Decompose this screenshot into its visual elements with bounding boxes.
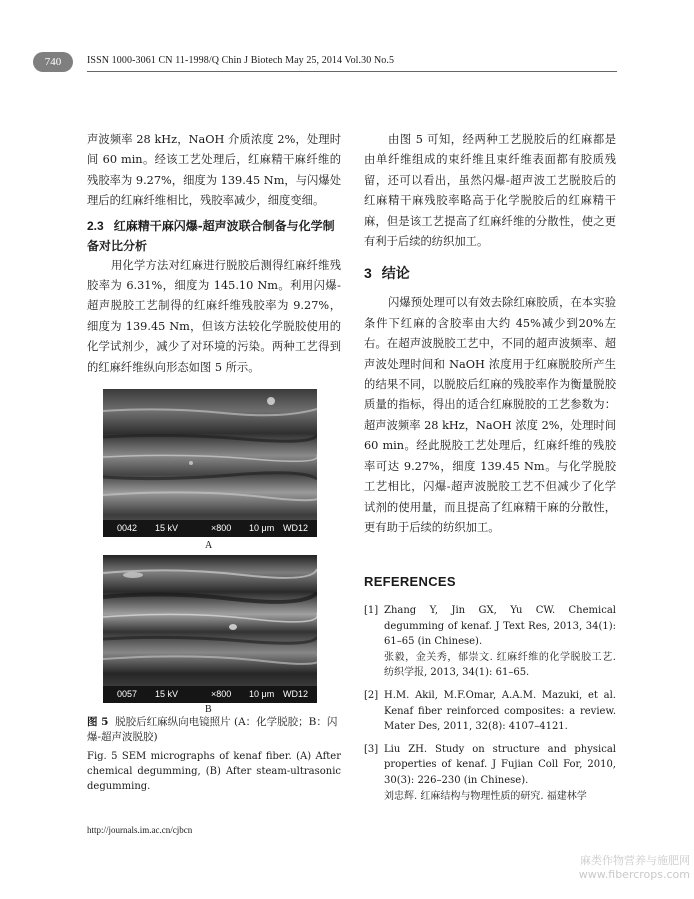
running-header [0, 52, 694, 74]
reference-text: Zhang Y, Jin GX, Yu CW. Chemical degumming of kenaf. J Text Res, 2013, 34(1): 61–65 (in Chinese). [384, 605, 616, 648]
figure-label-b: B [205, 704, 212, 715]
sem-info-bar [103, 520, 317, 537]
sem-image-id: 0042 [117, 523, 138, 533]
sem-working-distance: WD12 [283, 523, 309, 533]
reference-item [364, 688, 616, 735]
sem-image-a [103, 389, 317, 537]
sem-magnification: ×800 [211, 689, 232, 699]
header-rule [87, 71, 617, 72]
reference-text-cn: 张毅，金关秀，郁崇文. 红麻纤维的化学脱胶工艺. 纺织学报, 2013, 34(1): 61–65. [384, 651, 616, 679]
figure-caption-cn [87, 715, 341, 745]
watermark-line: 麻类作物营养与施肥网 [580, 854, 690, 867]
paragraph: 声波频率 28 kHz，NaOH 介质浓度 2%，处理时间 60 min。经该工艺处理后，红麻精干麻纤维的残胶率为 9.27%，细度为 139.45 Nm，与闪爆处理后的红麻纤维相比，残胶率减少，细度变细。 [87, 133, 341, 208]
sem-working-distance: WD12 [283, 689, 309, 699]
reference-text: H.M. Akil, M.F.Omar, A.A.M. Mazuki, et al. Kenaf fiber reinforced composites: a review. Mater Des, 2011, 32(8): 4107–4121. [384, 689, 616, 733]
sem-scale: 10 μm [249, 523, 275, 533]
reference-text: Liu ZH. Study on structure and physical properties of kenaf. J Fujian Coll For, 2010, 30(3): 226–230 (in Chinese). [384, 743, 616, 786]
sem-scale: 10 μm [249, 689, 275, 699]
sem-image-b [103, 555, 317, 703]
reference-number: [2] [364, 689, 379, 701]
sem-micrograph-a [103, 389, 317, 537]
sem-info-bar [103, 686, 317, 703]
right-column [364, 130, 616, 538]
caption-text-cn: 脱胶后红麻纵向电镜照片 (A：化学脱胶；B：闪爆-超声波脱胶) [87, 716, 338, 743]
page-number: 740 [33, 52, 73, 72]
paragraph: 闪爆预处理可以有效去除红麻胶质，在本实验条件下红麻的含胶率由大约 45%减少到20%左右。在超声波脱胶工艺中，不同的超声波频率、超声波处理时间和 NaOH 浓度用于红麻脱胶所产生的结果不同，以脱胶后红麻的残胶率作为衡量脱胶质量的指标，得出的适合红麻脱胶的工艺参数为：超声波频率 28 kHz，NaOH 浓度 2%，处理时间 60 min。经此脱胶工艺处理后，红麻纤维的残胶率可达 9.27%，细度 139.45 Nm。与化学脱胶工艺相比，闪爆-超声波脱胶工艺不但减少了化学试剂的使用量，而且提高了红麻精干麻的分散性，更有助于后续的纺织加工。 [364, 296, 616, 534]
figure-label-a: A [205, 540, 213, 551]
left-column [87, 130, 341, 378]
section-title: 结论 [381, 266, 410, 283]
section-heading [87, 216, 341, 256]
section-number: 2.3 [87, 218, 104, 233]
sem-voltage: 15 kV [155, 523, 179, 533]
reference-item [364, 603, 616, 681]
references-heading: REFERENCES [364, 574, 456, 589]
paragraph: 用化学方法对红麻进行脱胶后测得红麻纤维残胶率为 6.31%，细度为 145.10 Nm。利用闪爆-超声脱胶工艺制得的红麻纤维残胶率为 9.27%，细度为 139.45 Nm，但该方法较化学脱胶使用的化学试剂少，减少了对环境的污染。两种工艺得到的红麻纤维纵向形态如图 5 所示。 [87, 258, 341, 374]
watermark [579, 854, 690, 882]
footer-url[interactable]: http://journals.im.ac.cn/cjbcn [87, 825, 193, 835]
reference-number: [3] [364, 743, 379, 755]
sem-micrograph-b [103, 555, 317, 703]
section-heading [364, 262, 616, 285]
journal-info: ISSN 1000-3061 CN 11-1998/Q Chin J Biotech May 25, 2014 Vol.30 No.5 [87, 55, 395, 66]
paragraph: 由图 5 可知，经两种工艺脱胶后的红麻都是由单纤维组成的束纤维且束纤维表面都有胶质残留，还可以看出，虽然闪爆-超声波工艺脱胶后的红麻精干麻残胶率略高于化学脱胶后的红麻精干麻，但是该工艺提高了红麻纤维的分散性，使之更有利于后续的纺织加工。 [364, 133, 616, 249]
figure-caption-en: Fig. 5 SEM micrographs of kenaf fiber. (A) After chemical degumming, (B) After steam-ultrasonic degumming. [87, 751, 341, 792]
sem-voltage: 15 kV [155, 689, 179, 699]
section-number: 3 [364, 265, 372, 282]
sem-image-id: 0057 [117, 689, 138, 699]
watermark-line: www.fibercrops.com [578, 868, 690, 881]
sem-magnification: ×800 [211, 523, 232, 533]
reference-item [364, 742, 616, 804]
reference-text-cn: 刘忠辉. 红麻结构与物理性质的研究. 福建林学 [384, 790, 587, 802]
caption-number: 图 5 [87, 716, 109, 728]
section-title: 红麻精干麻闪爆-超声波联合制备与化学制备对比分析 [87, 218, 335, 253]
reference-list [364, 603, 616, 811]
reference-number: [1] [364, 605, 379, 616]
